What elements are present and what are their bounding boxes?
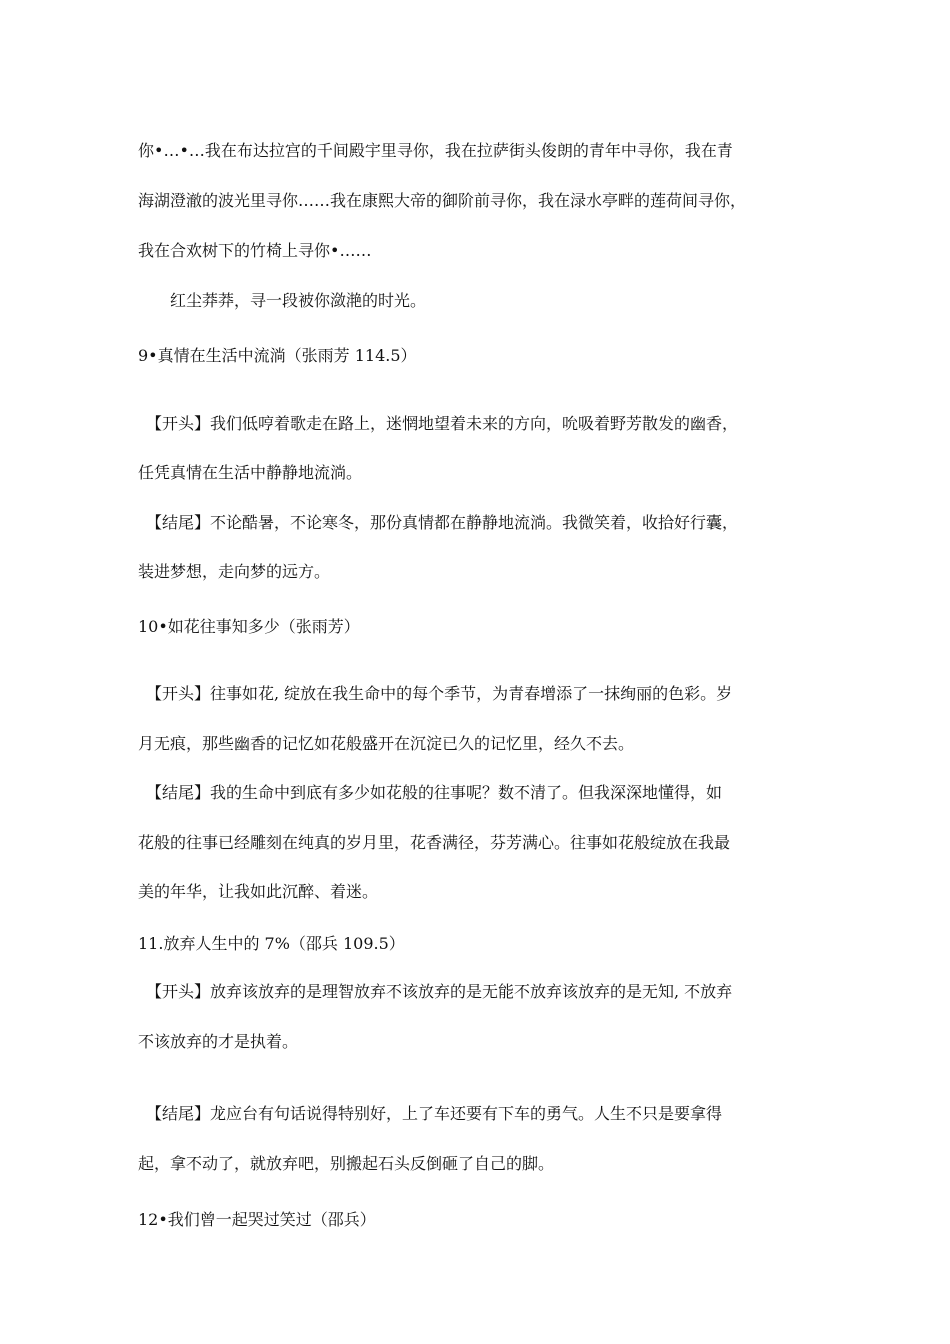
section-10-opening-line-2: 月无痕，那些幽香的记忆如花般盛开在沉淀已久的记忆里，经久不去。 — [138, 734, 635, 753]
intro-line-3: 我在合欢树下的竹椅上寻你•…… — [138, 241, 372, 260]
section-9-ending-line-2: 装进梦想，走向梦的远方。 — [138, 562, 331, 581]
section-10-ending-line-1: 【结尾】我的生命中到底有多少如花般的往事呢？数不清了。但我深深地懂得，如 — [146, 783, 723, 802]
section-10-opening-line-1: 【开头】往事如花, 绽放在我生命中的每个季节，为青春增添了一抹绚丽的色彩。岁 — [146, 684, 733, 703]
section-10-title: 10•如花往事知多少（张雨芳） — [138, 617, 360, 636]
section-11-opening-line-2: 不该放弃的才是执着。 — [138, 1032, 299, 1051]
section-11-opening-line-1: 【开头】放弃该放弃的是理智放弃不该放弃的是无能不放弃该放弃的是无知, 不放弃 — [146, 982, 733, 1001]
section-11-ending-line-2: 起，拿不动了，就放弃吧，别搬起石头反倒砸了自己的脚。 — [138, 1154, 555, 1173]
section-9-ending-line-1: 【结尾】不论酷暑，不论寒冬，那份真情都在静静地流淌。我微笑着，收拾好行囊， — [146, 513, 739, 532]
section-9-opening-line-2: 任凭真情在生活中静静地流淌。 — [138, 463, 363, 482]
intro-closing: 红尘莽莽，寻一段被你潋滟的时光。 — [170, 291, 427, 310]
section-10-ending-line-3: 美的年华，让我如此沉醉、着迷。 — [138, 882, 379, 901]
intro-line-1: 你•…•…我在布达拉宫的千间殿宇里寻你，我在拉萨街头俊朗的青年中寻你，我在青 — [138, 141, 733, 160]
section-12-title: 12•我们曾一起哭过笑过（邵兵） — [138, 1210, 376, 1229]
section-11-title: 11.放弃人生中的 7%（邵兵 109.5） — [138, 934, 405, 953]
intro-line-2: 海湖澄澈的波光里寻你……我在康熙大帝的御阶前寻你，我在渌水亭畔的莲荷间寻你， — [138, 191, 747, 210]
section-11-ending-line-1: 【结尾】龙应台有句话说得特别好，上了车还要有下车的勇气。人生不只是要拿得 — [146, 1104, 723, 1123]
section-9-opening-line-1: 【开头】我们低哼着歌走在路上，迷惘地望着未来的方向，吮吸着野芳散发的幽香， — [146, 414, 739, 433]
section-9-title: 9•真情在生活中流淌（张雨芳 114.5） — [138, 346, 417, 365]
section-10-ending-line-2: 花般的往事已经雕刻在纯真的岁月里，花香满径，芬芳满心。往事如花般绽放在我最 — [138, 833, 731, 852]
